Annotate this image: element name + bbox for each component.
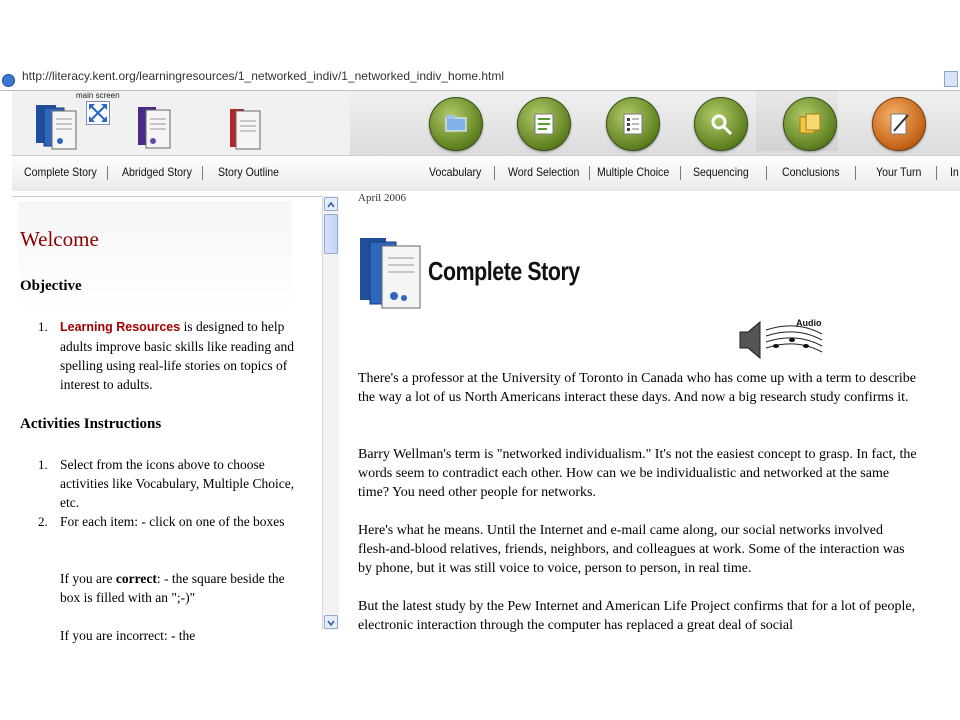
story-paragraph: But the latest study by the Pew Internet and American Life Project confirms that for a lot of people, electronic interaction through the computer has replaced a great deal of social xyxy=(358,599,916,633)
tab-multiple-choice[interactable]: Multiple Choice xyxy=(597,165,670,179)
sequencing-icon[interactable] xyxy=(694,97,748,151)
scroll-thumb[interactable] xyxy=(324,214,338,254)
objective-text: is designed to help adults improve basic skills like reading and spelling using real-life stories on topics of interest to adults. xyxy=(60,319,294,392)
activities-item: Select from the icons above to choose activities like Vocabulary, Multiple Choice, etc. xyxy=(60,457,295,510)
complete-story-icon[interactable] xyxy=(34,103,80,156)
word-selection-icon[interactable] xyxy=(517,97,571,151)
tab-your-turn[interactable]: Your Turn xyxy=(876,165,922,179)
learning-resources-highlight: Learning Resources xyxy=(60,320,181,334)
tab-separator xyxy=(494,166,495,180)
tab-separator xyxy=(936,166,937,180)
story-paragraph: Here's what he means. Until the Internet and e-mail came along, our social networks involved flesh-and-blood relatives, friends, neighbors, and colleagues at work. Some of the interaction was by phone, but it was still voice to voice, person to person, in real time. xyxy=(358,523,905,576)
incorrect-instruction: If you are incorrect: - the xyxy=(60,628,196,643)
main-screen-icon[interactable] xyxy=(86,101,110,125)
tab-story-outline[interactable]: Story Outline xyxy=(218,165,280,179)
correct-prefix: If you are xyxy=(60,571,116,586)
activity-toolbar xyxy=(12,91,960,191)
story-outline-icon[interactable] xyxy=(228,107,264,156)
tab-separator xyxy=(766,166,767,180)
tab-abridged-story[interactable]: Abridged Story xyxy=(122,165,192,179)
abridged-story-icon[interactable] xyxy=(136,105,176,156)
activities-heading: Activities Instructions xyxy=(20,416,162,432)
instructions-pane xyxy=(12,196,337,643)
list-number: 1. xyxy=(38,319,48,334)
tab-separator xyxy=(202,166,203,180)
tab-separator xyxy=(855,166,856,180)
multiple-choice-icon[interactable] xyxy=(606,97,660,151)
story-paragraph: Barry Wellman's term is "networked individualism." It's not the easiest concept to grasp. In fact, the words seem to contradict each other. How can we be individualistic and networked at the same time? You need other people for networks. xyxy=(358,447,917,500)
tab-sequencing[interactable]: Sequencing xyxy=(693,165,749,179)
tab-vocabulary[interactable]: Vocabulary xyxy=(429,165,482,179)
left-scrollbar[interactable] xyxy=(322,196,339,630)
list-number: 2. xyxy=(38,514,48,529)
audio-label: Audio xyxy=(796,318,822,328)
tab-more[interactable]: In xyxy=(950,165,959,179)
story-paragraph: There's a professor at the University of Toronto in Canada who has come up with a term to describe the way a lot of us North Americans interact these days. And now a big research study confirms it. xyxy=(358,371,917,405)
tab-separator xyxy=(589,166,590,180)
vocabulary-icon[interactable] xyxy=(429,97,483,151)
tab-separator xyxy=(107,166,108,180)
conclusions-icon[interactable] xyxy=(783,97,837,151)
welcome-heading: Welcome xyxy=(20,227,99,251)
story-date: April 2006 xyxy=(358,192,406,204)
address-url[interactable]: http://literacy.kent.org/learningresources/1_networked_indiv/1_networked_indiv_home.html xyxy=(22,69,505,83)
correct-word: correct xyxy=(115,571,157,586)
browser-page-icon xyxy=(2,74,15,87)
address-go-icon[interactable] xyxy=(944,71,958,87)
story-pane xyxy=(352,190,960,633)
address-bar[interactable] xyxy=(0,68,960,91)
complete-story-logo-icon xyxy=(358,234,424,315)
correct-suffix: : - the square beside the box is filled with an ";-)" xyxy=(60,571,285,605)
tab-separator xyxy=(680,166,681,180)
main-screen-label: main screen xyxy=(76,91,120,100)
correct-instruction xyxy=(60,569,296,607)
scroll-down-button[interactable] xyxy=(324,615,338,629)
activities-item: For each item: - click on one of the boxes xyxy=(60,514,285,529)
tab-conclusions[interactable]: Conclusions xyxy=(782,165,840,179)
objective-heading: Objective xyxy=(20,278,82,294)
story-title: Complete Story xyxy=(428,256,580,286)
tab-complete-story[interactable]: Complete Story xyxy=(24,165,97,179)
scroll-up-button[interactable] xyxy=(324,197,338,211)
tab-word-selection[interactable]: Word Selection xyxy=(508,165,580,179)
list-number: 1. xyxy=(38,457,48,472)
objective-item xyxy=(60,317,296,394)
your-turn-icon[interactable] xyxy=(872,97,926,151)
